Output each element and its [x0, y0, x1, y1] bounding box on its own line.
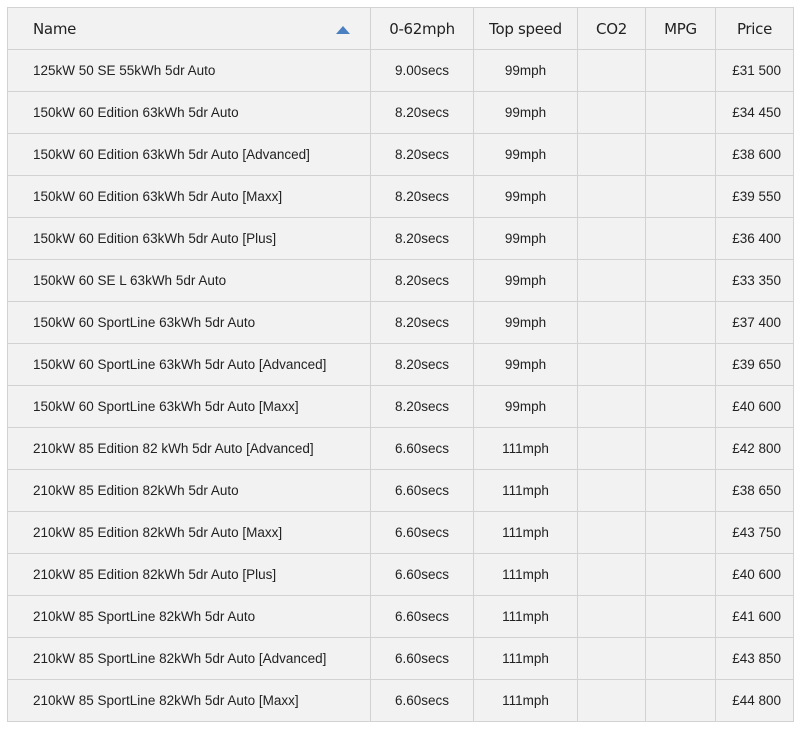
cell-acceleration: 6.60secs [371, 680, 474, 722]
cell-acceleration: 8.20secs [371, 176, 474, 218]
cell-acceleration: 8.20secs [371, 386, 474, 428]
cell-acceleration: 6.60secs [371, 470, 474, 512]
cell-price: £44 800 [716, 680, 794, 722]
table-row [8, 344, 794, 386]
table-row [8, 470, 794, 512]
cell-name: 210kW 85 Edition 82 kWh 5dr Auto [Advanced] [8, 428, 371, 470]
cell-acceleration: 6.60secs [371, 638, 474, 680]
cell-mpg [646, 302, 716, 344]
table-row [8, 218, 794, 260]
table-header-row [8, 8, 794, 50]
cell-co2 [578, 134, 646, 176]
cell-mpg [646, 50, 716, 92]
cell-mpg [646, 470, 716, 512]
cell-top-speed: 111mph [474, 554, 578, 596]
column-header-label: Price [736, 19, 773, 38]
cell-acceleration: 8.20secs [371, 302, 474, 344]
cell-price: £38 600 [716, 134, 794, 176]
cell-name: 150kW 60 Edition 63kWh 5dr Auto [Advanced] [8, 134, 371, 176]
cell-mpg [646, 428, 716, 470]
cell-price: £37 400 [716, 302, 794, 344]
cell-mpg [646, 260, 716, 302]
cell-name: 150kW 60 Edition 63kWh 5dr Auto [Maxx] [8, 176, 371, 218]
cell-price: £33 350 [716, 260, 794, 302]
cell-co2 [578, 92, 646, 134]
cell-price: £41 600 [716, 596, 794, 638]
cell-price: £39 550 [716, 176, 794, 218]
cell-co2 [578, 260, 646, 302]
cell-co2 [578, 176, 646, 218]
cell-price: £40 600 [716, 386, 794, 428]
cell-top-speed: 99mph [474, 92, 578, 134]
column-header-price[interactable] [716, 8, 794, 50]
cell-name: 210kW 85 SportLine 82kWh 5dr Auto [8, 596, 371, 638]
column-header-name[interactable] [8, 8, 371, 50]
column-header-co2[interactable] [578, 8, 646, 50]
cell-acceleration: 6.60secs [371, 554, 474, 596]
cell-acceleration: 6.60secs [371, 512, 474, 554]
cell-acceleration: 6.60secs [371, 428, 474, 470]
table-row [8, 680, 794, 722]
trim-comparison-table [7, 7, 794, 722]
cell-mpg [646, 176, 716, 218]
cell-name: 150kW 60 SportLine 63kWh 5dr Auto [Maxx] [8, 386, 371, 428]
cell-acceleration: 8.20secs [371, 344, 474, 386]
sort-ascending-icon[interactable] [336, 26, 350, 34]
cell-co2 [578, 344, 646, 386]
cell-name: 150kW 60 Edition 63kWh 5dr Auto [Plus] [8, 218, 371, 260]
cell-top-speed: 111mph [474, 638, 578, 680]
cell-name: 210kW 85 SportLine 82kWh 5dr Auto [Advanced] [8, 638, 371, 680]
column-header-top-speed[interactable] [474, 8, 578, 50]
cell-name: 150kW 60 Edition 63kWh 5dr Auto [8, 92, 371, 134]
cell-top-speed: 99mph [474, 50, 578, 92]
table-row [8, 638, 794, 680]
cell-mpg [646, 134, 716, 176]
cell-acceleration: 9.00secs [371, 50, 474, 92]
cell-co2 [578, 554, 646, 596]
cell-mpg [646, 638, 716, 680]
cell-co2 [578, 302, 646, 344]
table-row [8, 50, 794, 92]
cell-top-speed: 99mph [474, 218, 578, 260]
cell-name: 210kW 85 Edition 82kWh 5dr Auto [8, 470, 371, 512]
cell-name: 150kW 60 SE L 63kWh 5dr Auto [8, 260, 371, 302]
table-row [8, 260, 794, 302]
cell-co2 [578, 512, 646, 554]
cell-mpg [646, 554, 716, 596]
column-header-label: 0-62mph [389, 19, 455, 38]
cell-co2 [578, 596, 646, 638]
cell-mpg [646, 386, 716, 428]
cell-mpg [646, 92, 716, 134]
table-row [8, 554, 794, 596]
cell-acceleration: 8.20secs [371, 218, 474, 260]
cell-top-speed: 111mph [474, 512, 578, 554]
cell-name: 210kW 85 SportLine 82kWh 5dr Auto [Maxx] [8, 680, 371, 722]
column-header-label: Top speed [489, 19, 562, 38]
cell-price: £43 750 [716, 512, 794, 554]
cell-price: £34 450 [716, 92, 794, 134]
cell-top-speed: 99mph [474, 302, 578, 344]
cell-acceleration: 6.60secs [371, 596, 474, 638]
column-header-label: Name [33, 19, 77, 38]
cell-mpg [646, 218, 716, 260]
cell-acceleration: 8.20secs [371, 134, 474, 176]
column-header-label: MPG [664, 19, 697, 38]
cell-co2 [578, 470, 646, 512]
cell-mpg [646, 680, 716, 722]
column-header-acceleration[interactable] [371, 8, 474, 50]
cell-mpg [646, 596, 716, 638]
cell-price: £42 800 [716, 428, 794, 470]
cell-co2 [578, 680, 646, 722]
cell-name: 150kW 60 SportLine 63kWh 5dr Auto [Advanced] [8, 344, 371, 386]
table-row [8, 512, 794, 554]
table-row [8, 302, 794, 344]
cell-top-speed: 111mph [474, 680, 578, 722]
cell-co2 [578, 218, 646, 260]
cell-top-speed: 99mph [474, 260, 578, 302]
column-header-mpg[interactable] [646, 8, 716, 50]
cell-co2 [578, 50, 646, 92]
table-row [8, 176, 794, 218]
cell-price: £36 400 [716, 218, 794, 260]
cell-co2 [578, 428, 646, 470]
cell-co2 [578, 386, 646, 428]
cell-co2 [578, 638, 646, 680]
table-row [8, 386, 794, 428]
cell-top-speed: 99mph [474, 344, 578, 386]
cell-top-speed: 111mph [474, 596, 578, 638]
cell-top-speed: 111mph [474, 428, 578, 470]
cell-price: £43 850 [716, 638, 794, 680]
cell-name: 210kW 85 Edition 82kWh 5dr Auto [Plus] [8, 554, 371, 596]
cell-mpg [646, 512, 716, 554]
table-row [8, 92, 794, 134]
cell-price: £31 500 [716, 50, 794, 92]
table-row [8, 596, 794, 638]
cell-top-speed: 99mph [474, 176, 578, 218]
cell-price: £38 650 [716, 470, 794, 512]
cell-mpg [646, 344, 716, 386]
cell-price: £39 650 [716, 344, 794, 386]
table-row [8, 134, 794, 176]
cell-top-speed: 99mph [474, 134, 578, 176]
column-header-label: CO2 [596, 19, 627, 38]
cell-price: £40 600 [716, 554, 794, 596]
cell-top-speed: 111mph [474, 470, 578, 512]
cell-name: 150kW 60 SportLine 63kWh 5dr Auto [8, 302, 371, 344]
cell-name: 210kW 85 Edition 82kWh 5dr Auto [Maxx] [8, 512, 371, 554]
table-body [8, 50, 794, 722]
cell-name: 125kW 50 SE 55kWh 5dr Auto [8, 50, 371, 92]
cell-acceleration: 8.20secs [371, 260, 474, 302]
cell-acceleration: 8.20secs [371, 92, 474, 134]
cell-top-speed: 99mph [474, 386, 578, 428]
table-row [8, 428, 794, 470]
